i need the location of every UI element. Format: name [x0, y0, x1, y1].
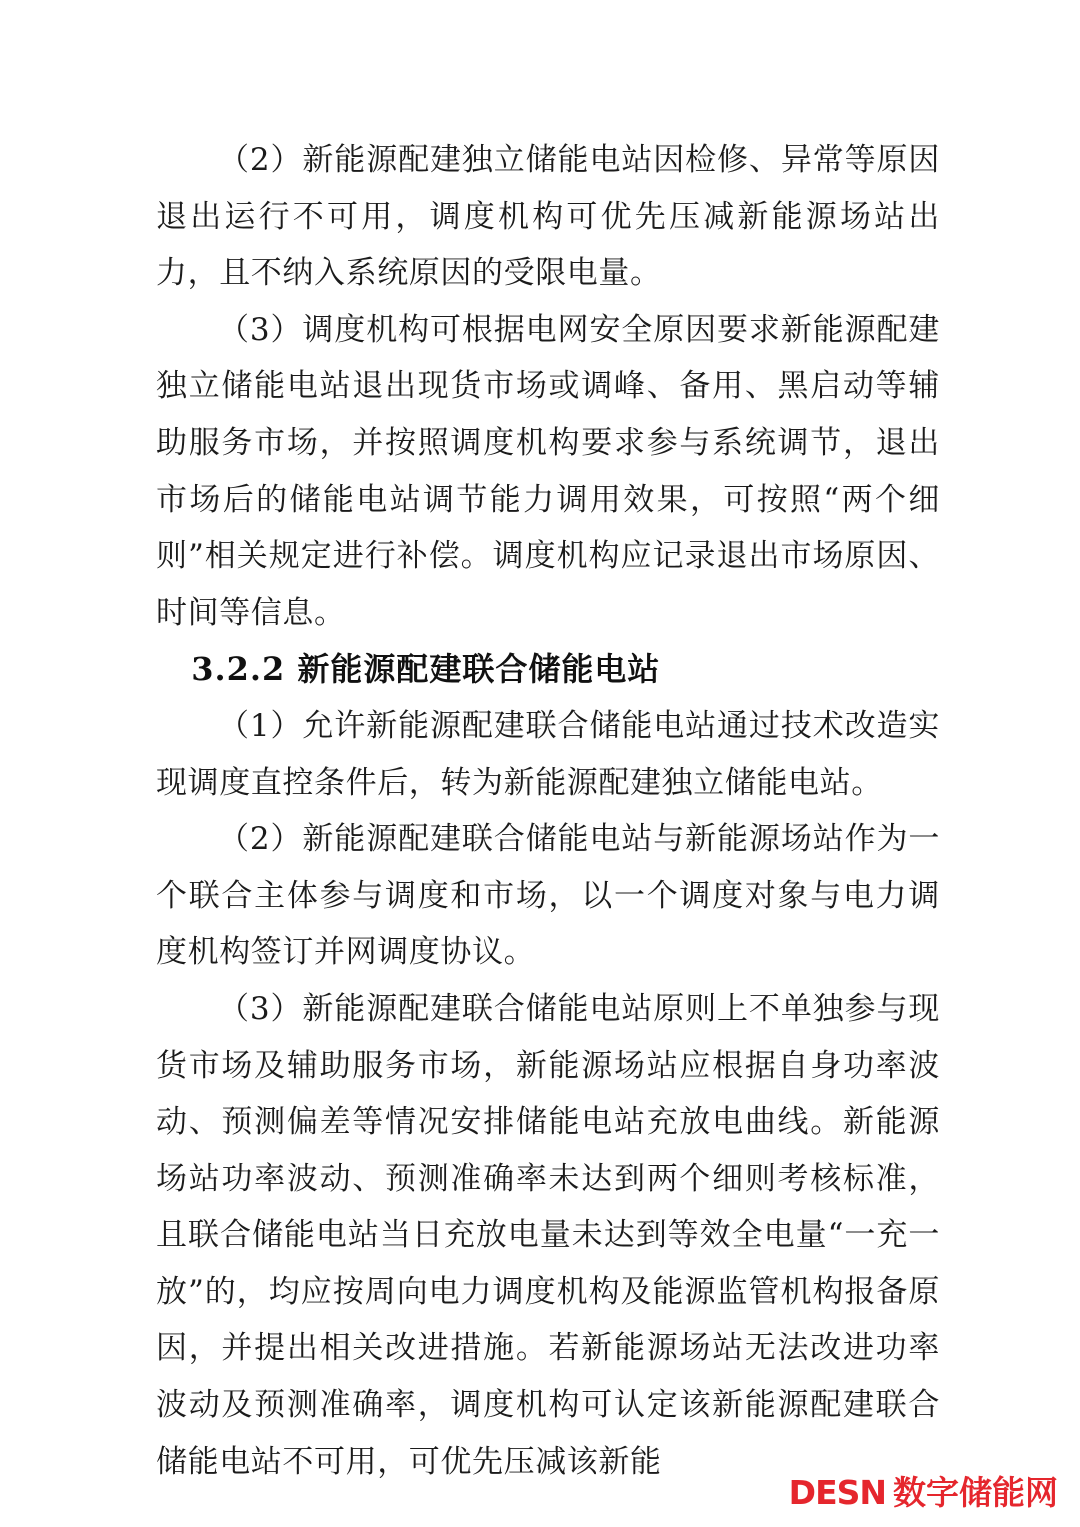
paragraph: （2）新能源配建独立储能电站因检修、异常等原因退出运行不可用，调度机构可优先压减新能源场站出力，且不纳入系统原因的受限电量。: [156, 142, 940, 292]
paragraph: （3）新能源配建联合储能电站原则上不单独参与现货市场及辅助服务市场，新能源场站应根据自身功率波动、预测偏差等情况安排储能电站充放电曲线。新能源场站功率波动、预测准确率未达到两个细则考核标准，且联合储能电站当日充放电量未达到等效全电量“一充一放”的，均应按周向电力调度机构及能源监管机构报备原因，并提出相关改进措施。若新能源场站无法改进功率波动及预测准确率，调度机构可认定该新能源配建联合储能电站不可用，可优先压减该新能: [156, 990, 940, 1480]
document-body: [156, 132, 940, 1490]
watermark-site-name: 数字储能网: [893, 1473, 1058, 1512]
paragraph: （3）调度机构可根据电网安全原因要求新能源配建独立储能电站退出现货市场或调峰、备用、黑启动等辅助服务市场，并按照调度机构要求参与系统调节，退出市场后的储能电站调节能力调用效果，可按照“两个细则”相关规定进行补偿。调度机构应记录退出市场原因、时间等信息。: [156, 311, 940, 631]
paragraph: （1）允许新能源配建联合储能电站通过技术改造实现调度直控条件后，转为新能源配建独立储能电站。: [156, 707, 940, 801]
watermark: [788, 1473, 1058, 1512]
paragraph: （2）新能源配建联合储能电站与新能源场站作为一个联合主体参与调度和市场，以一个调度对象与电力调度机构签订并网调度协议。: [156, 821, 940, 971]
watermark-brand: DESN: [788, 1473, 886, 1512]
section-heading: 3.2.2 新能源配建联合储能电站: [191, 650, 661, 689]
